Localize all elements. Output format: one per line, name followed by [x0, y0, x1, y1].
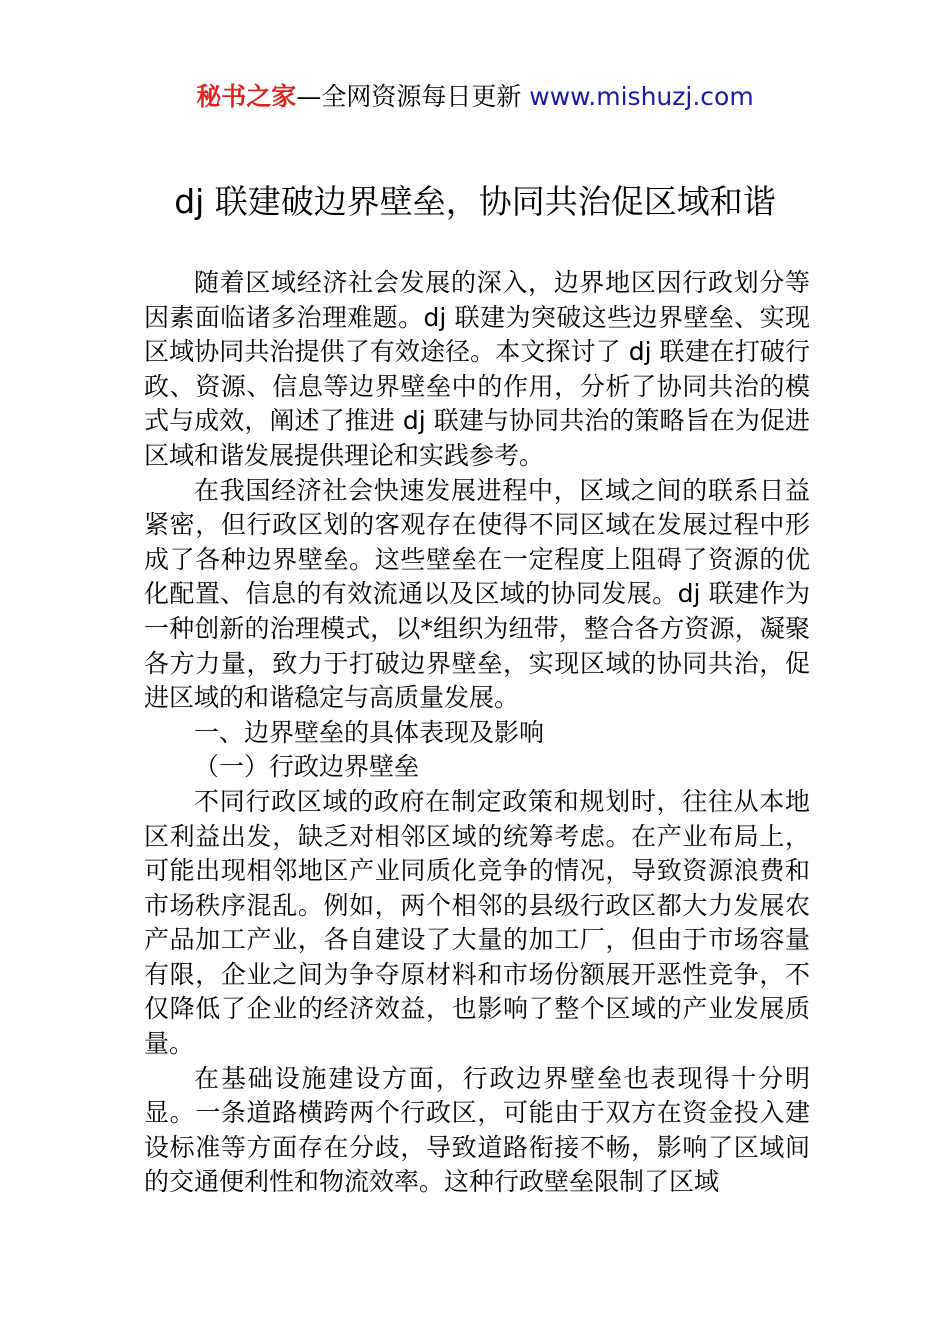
- site-header: [0, 80, 950, 114]
- body-paragraph: 随着区域经济社会发展的深入，边界地区因行政划分等因素面临诸多治理难题。dj 联建为突破这些边界壁垒、实现区域协同共治提供了有效途径。本文探讨了 dj 联建在打破行政、资源、信息等边界壁垒中的作用，分析了协同共治的模式与成效，阐述了推进 dj 联建与协同共治的策略旨在为促进区域和谐发展提供理论和实践参考。: [144, 268, 810, 470]
- header-slogan: —全网资源每日更新: [296, 82, 530, 111]
- body-paragraph: 在我国经济社会快速发展进程中，区域之间的联系日益紧密，但行政区划的客观存在使得不同区域在发展过程中形成了各种边界壁垒。这些壁垒在一定程度上阻碍了资源的优化配置、信息的有效流通以及区域的协同发展。dj 联建作为一种创新的治理模式，以*组织为纽带，整合各方资源，凝聚各方力量，致力于打破边界壁垒，实现区域的协同共治，促进区域的和谐稳定与高质量发展。: [144, 475, 810, 713]
- site-url-link[interactable]: www.mishuzj.com: [529, 82, 754, 111]
- document-body: [144, 266, 810, 1200]
- body-paragraph: 在基础设施建设方面，行政边界壁垒也表现得十分明显。一条道路横跨两个行政区，可能由于双方在资金投入建设标准等方面存在分歧，导致道路衔接不畅，影响了区域间的交通便利性和物流效率。这种行政壁垒限制了区域: [144, 1063, 810, 1197]
- body-paragraph: 不同行政区域的政府在制定政策和规划时，往往从本地区利益出发，缺乏对相邻区域的统筹考虑。在产业布局上，可能出现相邻地区产业同质化竞争的情况，导致资源浪费和市场秩序混乱。例如，两个相邻的县级行政区都大力发展农产品加工产业，各自建设了大量的加工厂，但由于市场容量有限，企业之间为争夺原材料和市场份额展开恶性竞争，不仅降低了企业的经济效益，也影响了整个区域的产业发展质量。: [144, 786, 810, 1059]
- section-heading: 一、边界壁垒的具体表现及影响: [194, 717, 545, 747]
- brand-name: 秘书之家: [196, 82, 297, 111]
- subsection-heading: （一）行政边界壁垒: [194, 752, 420, 782]
- document-title: dj 联建破边界壁垒，协同共治促区域和谐: [174, 182, 776, 221]
